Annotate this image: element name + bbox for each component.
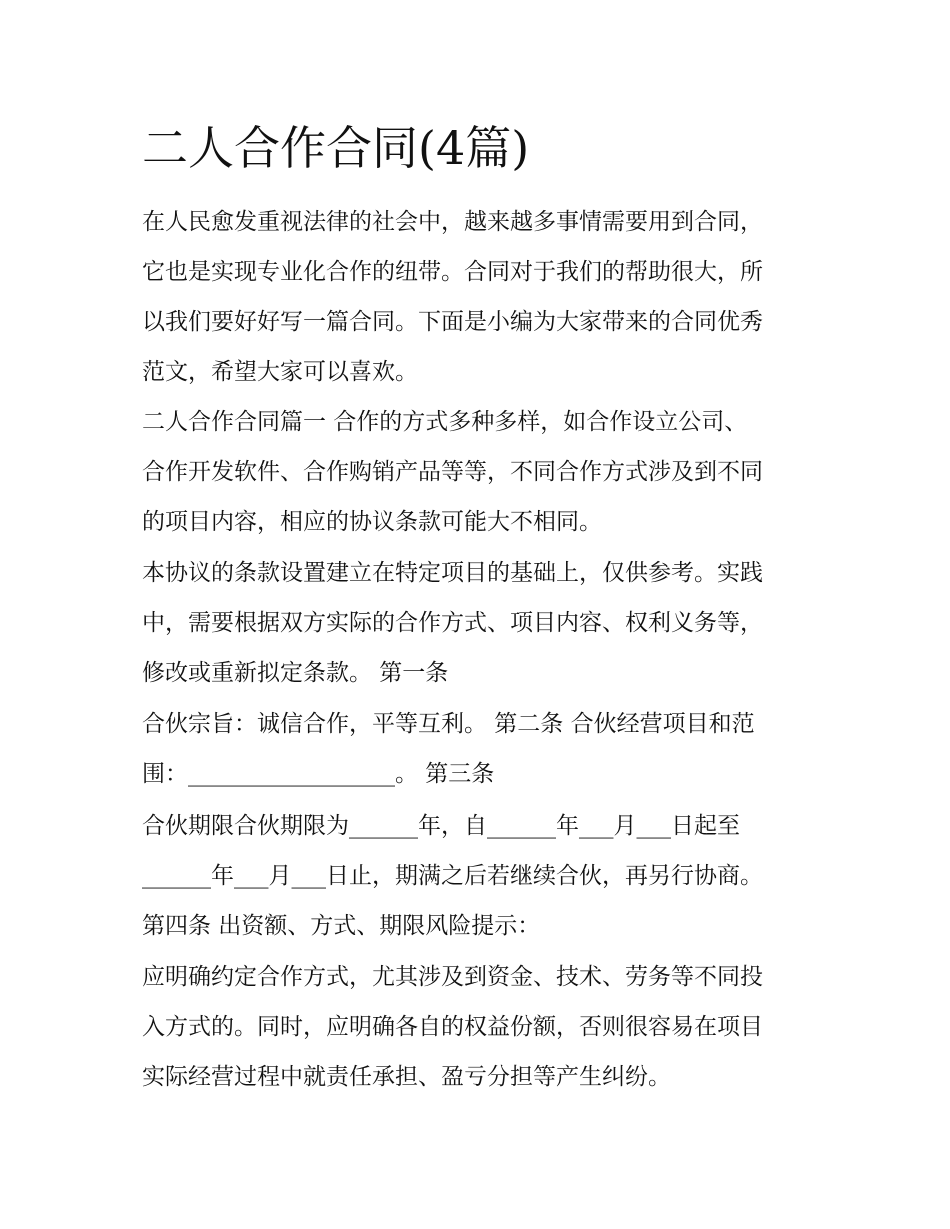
paragraph-line: 合作开发软件、合作购销产品等等，不同合作方式涉及到不同 <box>142 459 763 485</box>
paragraph-line: 修改或重新拟定条款。 第一条 <box>142 660 449 686</box>
document-title: 二人合作合同(4篇) <box>142 121 530 175</box>
paragraph-line: 入方式的。同时，应明确各自的权益份额，否则很容易在项目 <box>142 1014 763 1040</box>
paragraph-line: 应明确约定合作方式，尤其涉及到资金、技术、劳务等不同投 <box>142 964 763 990</box>
paragraph-line: 二人合作合同篇一 合作的方式多种多样，如合作设立公司、 <box>142 409 748 435</box>
paragraph-line: 第四条 出资额、方式、期限风险提示： <box>142 913 541 939</box>
paragraph-line: 在人民愈发重视法律的社会中，越来越多事情需要用到合同， <box>142 209 763 235</box>
paragraph-line: 合伙宗旨：诚信合作，平等互利。 第二条 合伙经营项目和范 <box>142 711 755 737</box>
paragraph-line: 围：__________________。 第三条 <box>142 761 495 787</box>
paragraph-line: 中，需要根据双方实际的合作方式、项目内容、权利义务等， <box>142 610 763 636</box>
paragraph-line: 本协议的条款设置建立在特定项目的基础上，仅供参考。实践 <box>142 560 763 586</box>
paragraph-line: 的项目内容，相应的协议条款可能大不相同。 <box>142 509 602 535</box>
paragraph-line: 以我们要好好写一篇合同。下面是小编为大家带来的合同优秀 <box>142 309 763 335</box>
paragraph-line: 它也是实现专业化合作的纽带。合同对于我们的帮助很大，所 <box>142 259 763 285</box>
paragraph-line: ______年___月___日止，期满之后若继续合伙，再另行协商。 <box>142 863 763 889</box>
paragraph-line: 合伙期限合伙期限为______年，自______年___月___日起至 <box>142 813 740 839</box>
paragraph-line: 范文，希望大家可以喜欢。 <box>142 359 418 385</box>
paragraph-line: 实际经营过程中就责任承担、盈亏分担等产生纠纷。 <box>142 1064 671 1090</box>
